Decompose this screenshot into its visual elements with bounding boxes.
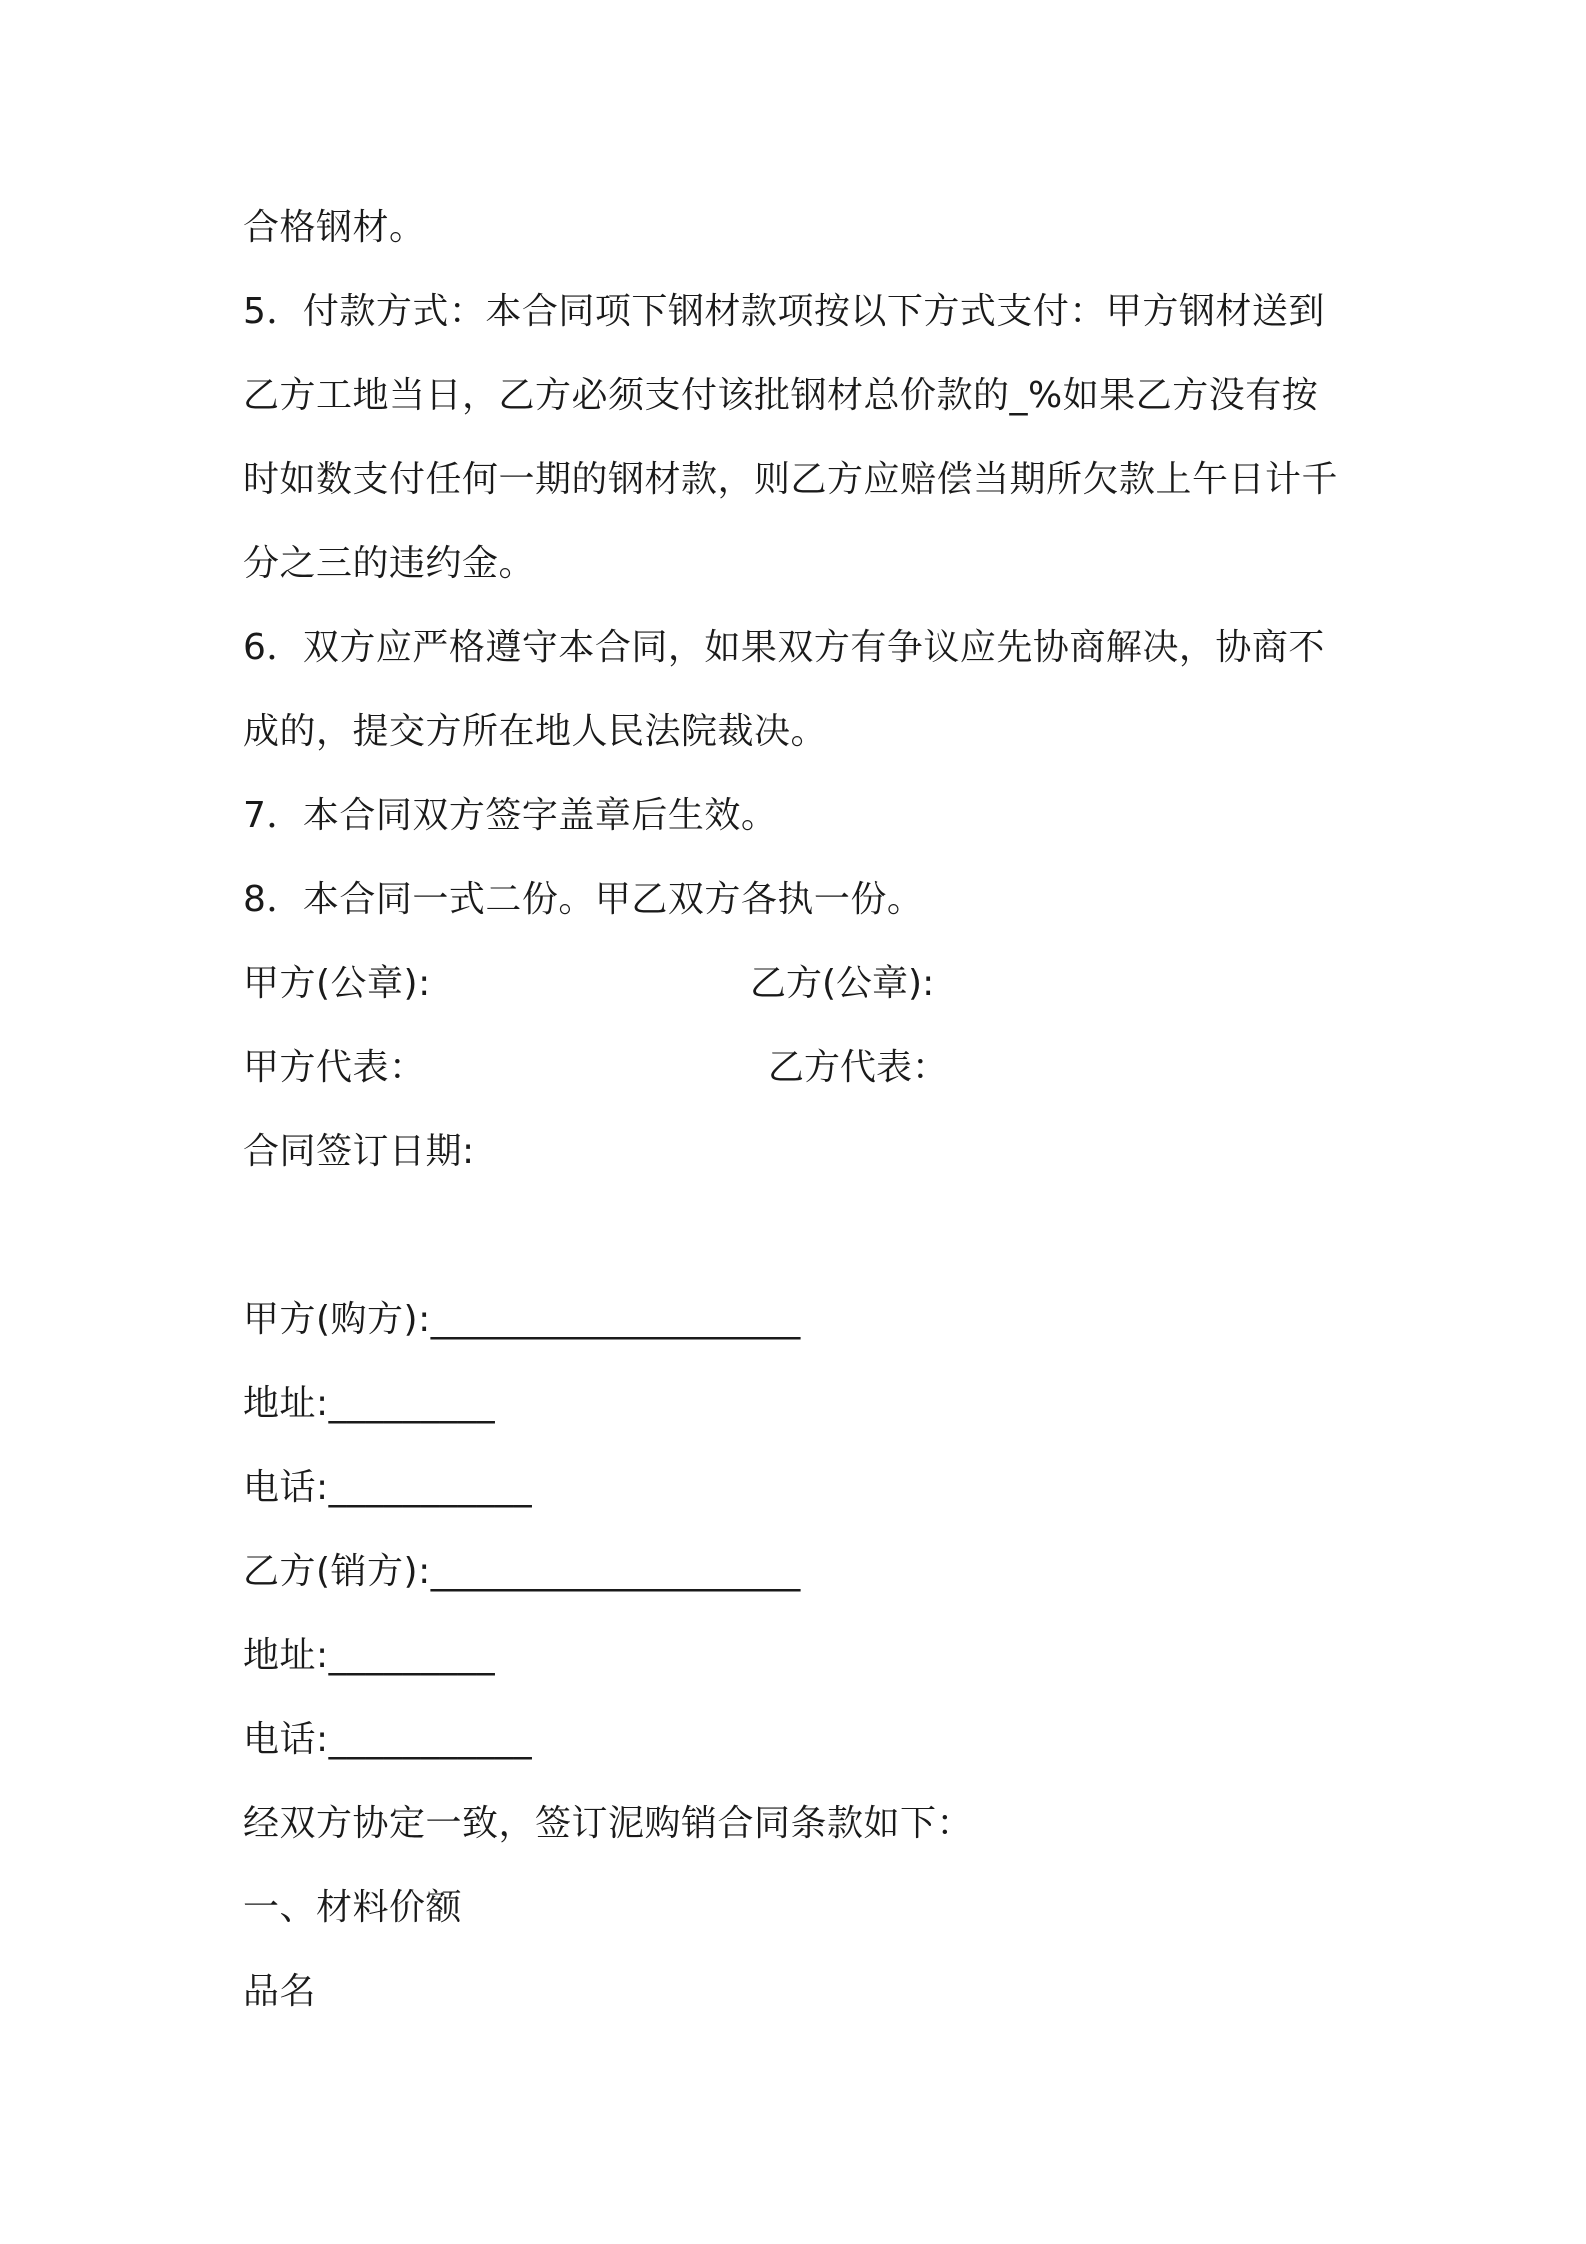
seller-phone-field: 电话:___________ <box>243 1719 533 1760</box>
product-name-label: 品名 <box>243 1971 317 2012</box>
party-b-rep-label: 乙方代表： <box>768 1047 949 1088</box>
buyer-field: 甲方(购方):____________________ <box>243 1299 801 1340</box>
clause-7: 7．本合同双方签字盖章后生效。 <box>243 795 778 836</box>
party-a-seal-label: 甲方(公章): <box>243 963 431 1004</box>
seller-address-field: 地址:_________ <box>243 1635 496 1676</box>
clause-5-line-1: 5．付款方式：本合同项下钢材款项按以下方式支付：甲方钢材送到 <box>243 291 1325 332</box>
section-1-heading: 一、材料价额 <box>243 1887 463 1928</box>
clause-8: 8．本合同一式二份。甲乙双方各执一份。 <box>243 879 924 920</box>
buyer-address-field: 地址:_________ <box>243 1383 496 1424</box>
party-a-rep-label: 甲方代表： <box>243 1047 426 1088</box>
clause-5-line-4: 分之三的违约金。 <box>243 543 536 584</box>
sign-date-label: 合同签订日期: <box>243 1131 475 1172</box>
contract-intro: 经双方协定一致，签订泥购销合同条款如下： <box>243 1803 974 1844</box>
clause-5-line-2: 乙方工地当日，乙方必须支付该批钢材总价款的_%如果乙方没有按 <box>243 375 1319 416</box>
clause-5-line-3: 时如数支付任何一期的钢材款，则乙方应赔偿当期所欠款上午日计千 <box>243 459 1339 500</box>
clause-6-line-2: 成的，提交方所在地人民法院裁决。 <box>243 711 828 752</box>
party-b-seal-label: 乙方(公章): <box>750 963 935 1004</box>
seller-field: 乙方(销方):____________________ <box>243 1551 801 1592</box>
buyer-phone-field: 电话:___________ <box>243 1467 533 1508</box>
clause-4-tail: 合格钢材。 <box>243 207 426 248</box>
clause-6-line-1: 6．双方应严格遵守本合同，如果双方有争议应先协商解决，协商不 <box>243 627 1325 668</box>
